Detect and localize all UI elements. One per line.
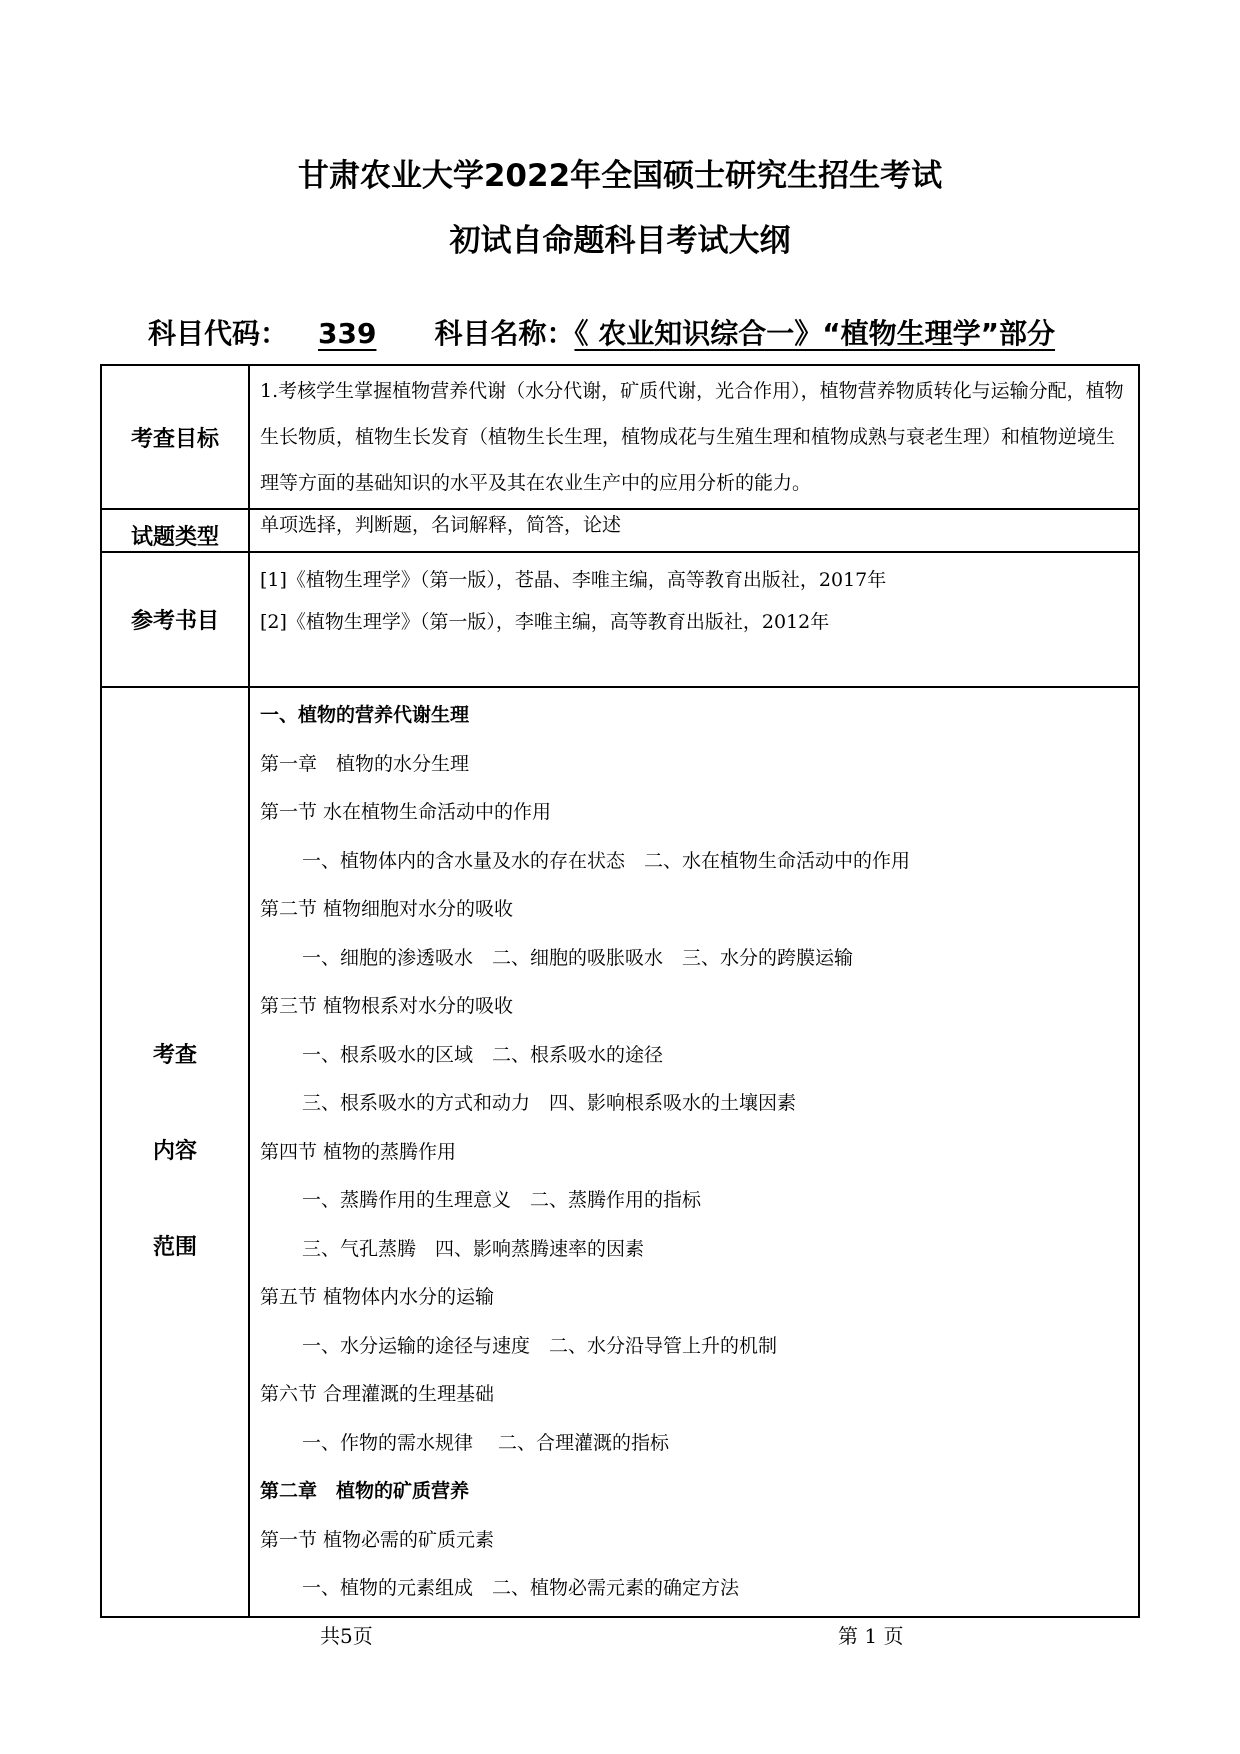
total-pages: 共5页 xyxy=(320,1624,373,1648)
references-list xyxy=(249,552,1139,687)
scope-topic: 一、植物的元素组成 二、植物必需元素的确定方法 xyxy=(302,1577,740,1599)
syllabus-table xyxy=(100,364,1140,1618)
goal-text: 1.考核学生掌握植物营养代谢（水分代谢，矿质代谢，光合作用），植物营养物质转化与运输分配，植物生长物质，植物生长发育（植物生长生理，植物成花与生殖生理和植物成熟与衰老生理）和植物逆境生理等方面的基础知识的水平及其在农业生产中的应用分析的能力。 xyxy=(249,365,1139,509)
reference-item: [2]《植物生理学》（第一版），李唯主编，高等教育出版社，2012年 xyxy=(260,611,830,633)
scope-label-part: 范围 xyxy=(152,1235,197,1260)
document-title-line2: 初试自命题科目考试大纲 xyxy=(449,223,791,259)
scope-label-part: 内容 xyxy=(152,1139,197,1164)
question-types-label: 试题类型 xyxy=(101,509,249,552)
subject-line xyxy=(148,312,1148,352)
scope-topic: 一、细胞的渗透吸水 二、细胞的吸胀吸水 三、水分的跨膜运输 xyxy=(302,946,854,969)
subject-code: 339 xyxy=(318,317,377,350)
goal-label: 考查目标 xyxy=(101,365,249,509)
scope-topic: 一、水分运输的途径与速度 二、水分沿导管上升的机制 xyxy=(302,1334,778,1357)
scope-topic: 三、气孔蒸腾 四、影响蒸腾速率的因素 xyxy=(302,1237,645,1260)
scope-label-part: 考查 xyxy=(152,1043,197,1068)
document-title-line1: 甘肃农业大学2022年全国硕士研究生招生考试 xyxy=(297,158,943,194)
reference-item: [1]《植物生理学》（第一版），苍晶、李唯主编，高等教育出版社，2017年 xyxy=(260,569,887,591)
page-number: 第 1 页 xyxy=(838,1624,904,1648)
scope-content xyxy=(249,687,1139,1617)
scope-section: 第六节 合理灌溉的生理基础 xyxy=(260,1383,495,1405)
goal-row xyxy=(101,365,1139,509)
scope-section: 第五节 植物体内水分的运输 xyxy=(260,1286,495,1308)
scope-section: 第一节 水在植物生命活动中的作用 xyxy=(260,801,552,823)
scope-section: 第四节 植物的蒸腾作用 xyxy=(260,1140,457,1163)
scope-topic: 一、作物的需水规律 二、合理灌溉的指标 xyxy=(302,1431,670,1454)
scope-section: 第二节 植物细胞对水分的吸收 xyxy=(260,898,514,920)
scope-heading: 第二章 植物的矿质营养 xyxy=(260,1480,470,1502)
scope-topic: 一、根系吸水的区域 二、根系吸水的途径 xyxy=(302,1043,664,1066)
scope-row xyxy=(101,687,1139,1617)
scope-topic: 一、蒸腾作用的生理意义 二、蒸腾作用的指标 xyxy=(302,1189,702,1211)
subject-code-label: 科目代码： xyxy=(148,317,289,350)
references-label: 参考书目 xyxy=(101,552,249,687)
subject-name-label: 科目名称： xyxy=(434,317,575,350)
scope-section: 第一节 植物必需的矿质元素 xyxy=(260,1528,495,1551)
scope-topic: 一、植物体内的含水量及水的存在状态 二、水在植物生命活动中的作用 xyxy=(302,849,911,872)
question-types-row xyxy=(101,509,1139,552)
scope-heading: 一、植物的营养代谢生理 xyxy=(260,704,470,726)
scope-topic: 三、根系吸水的方式和动力 四、影响根系吸水的土壤因素 xyxy=(302,1092,797,1114)
subject-name: 《 农业知识综合一》“植物生理学”部分 xyxy=(574,317,1056,350)
scope-label xyxy=(101,687,249,1617)
references-row xyxy=(101,552,1139,687)
scope-section: 第一章 植物的水分生理 xyxy=(260,752,470,775)
scope-section: 第三节 植物根系对水分的吸收 xyxy=(260,995,514,1017)
question-types-text: 单项选择，判断题，名词解释，简答，论述 xyxy=(249,509,1139,552)
